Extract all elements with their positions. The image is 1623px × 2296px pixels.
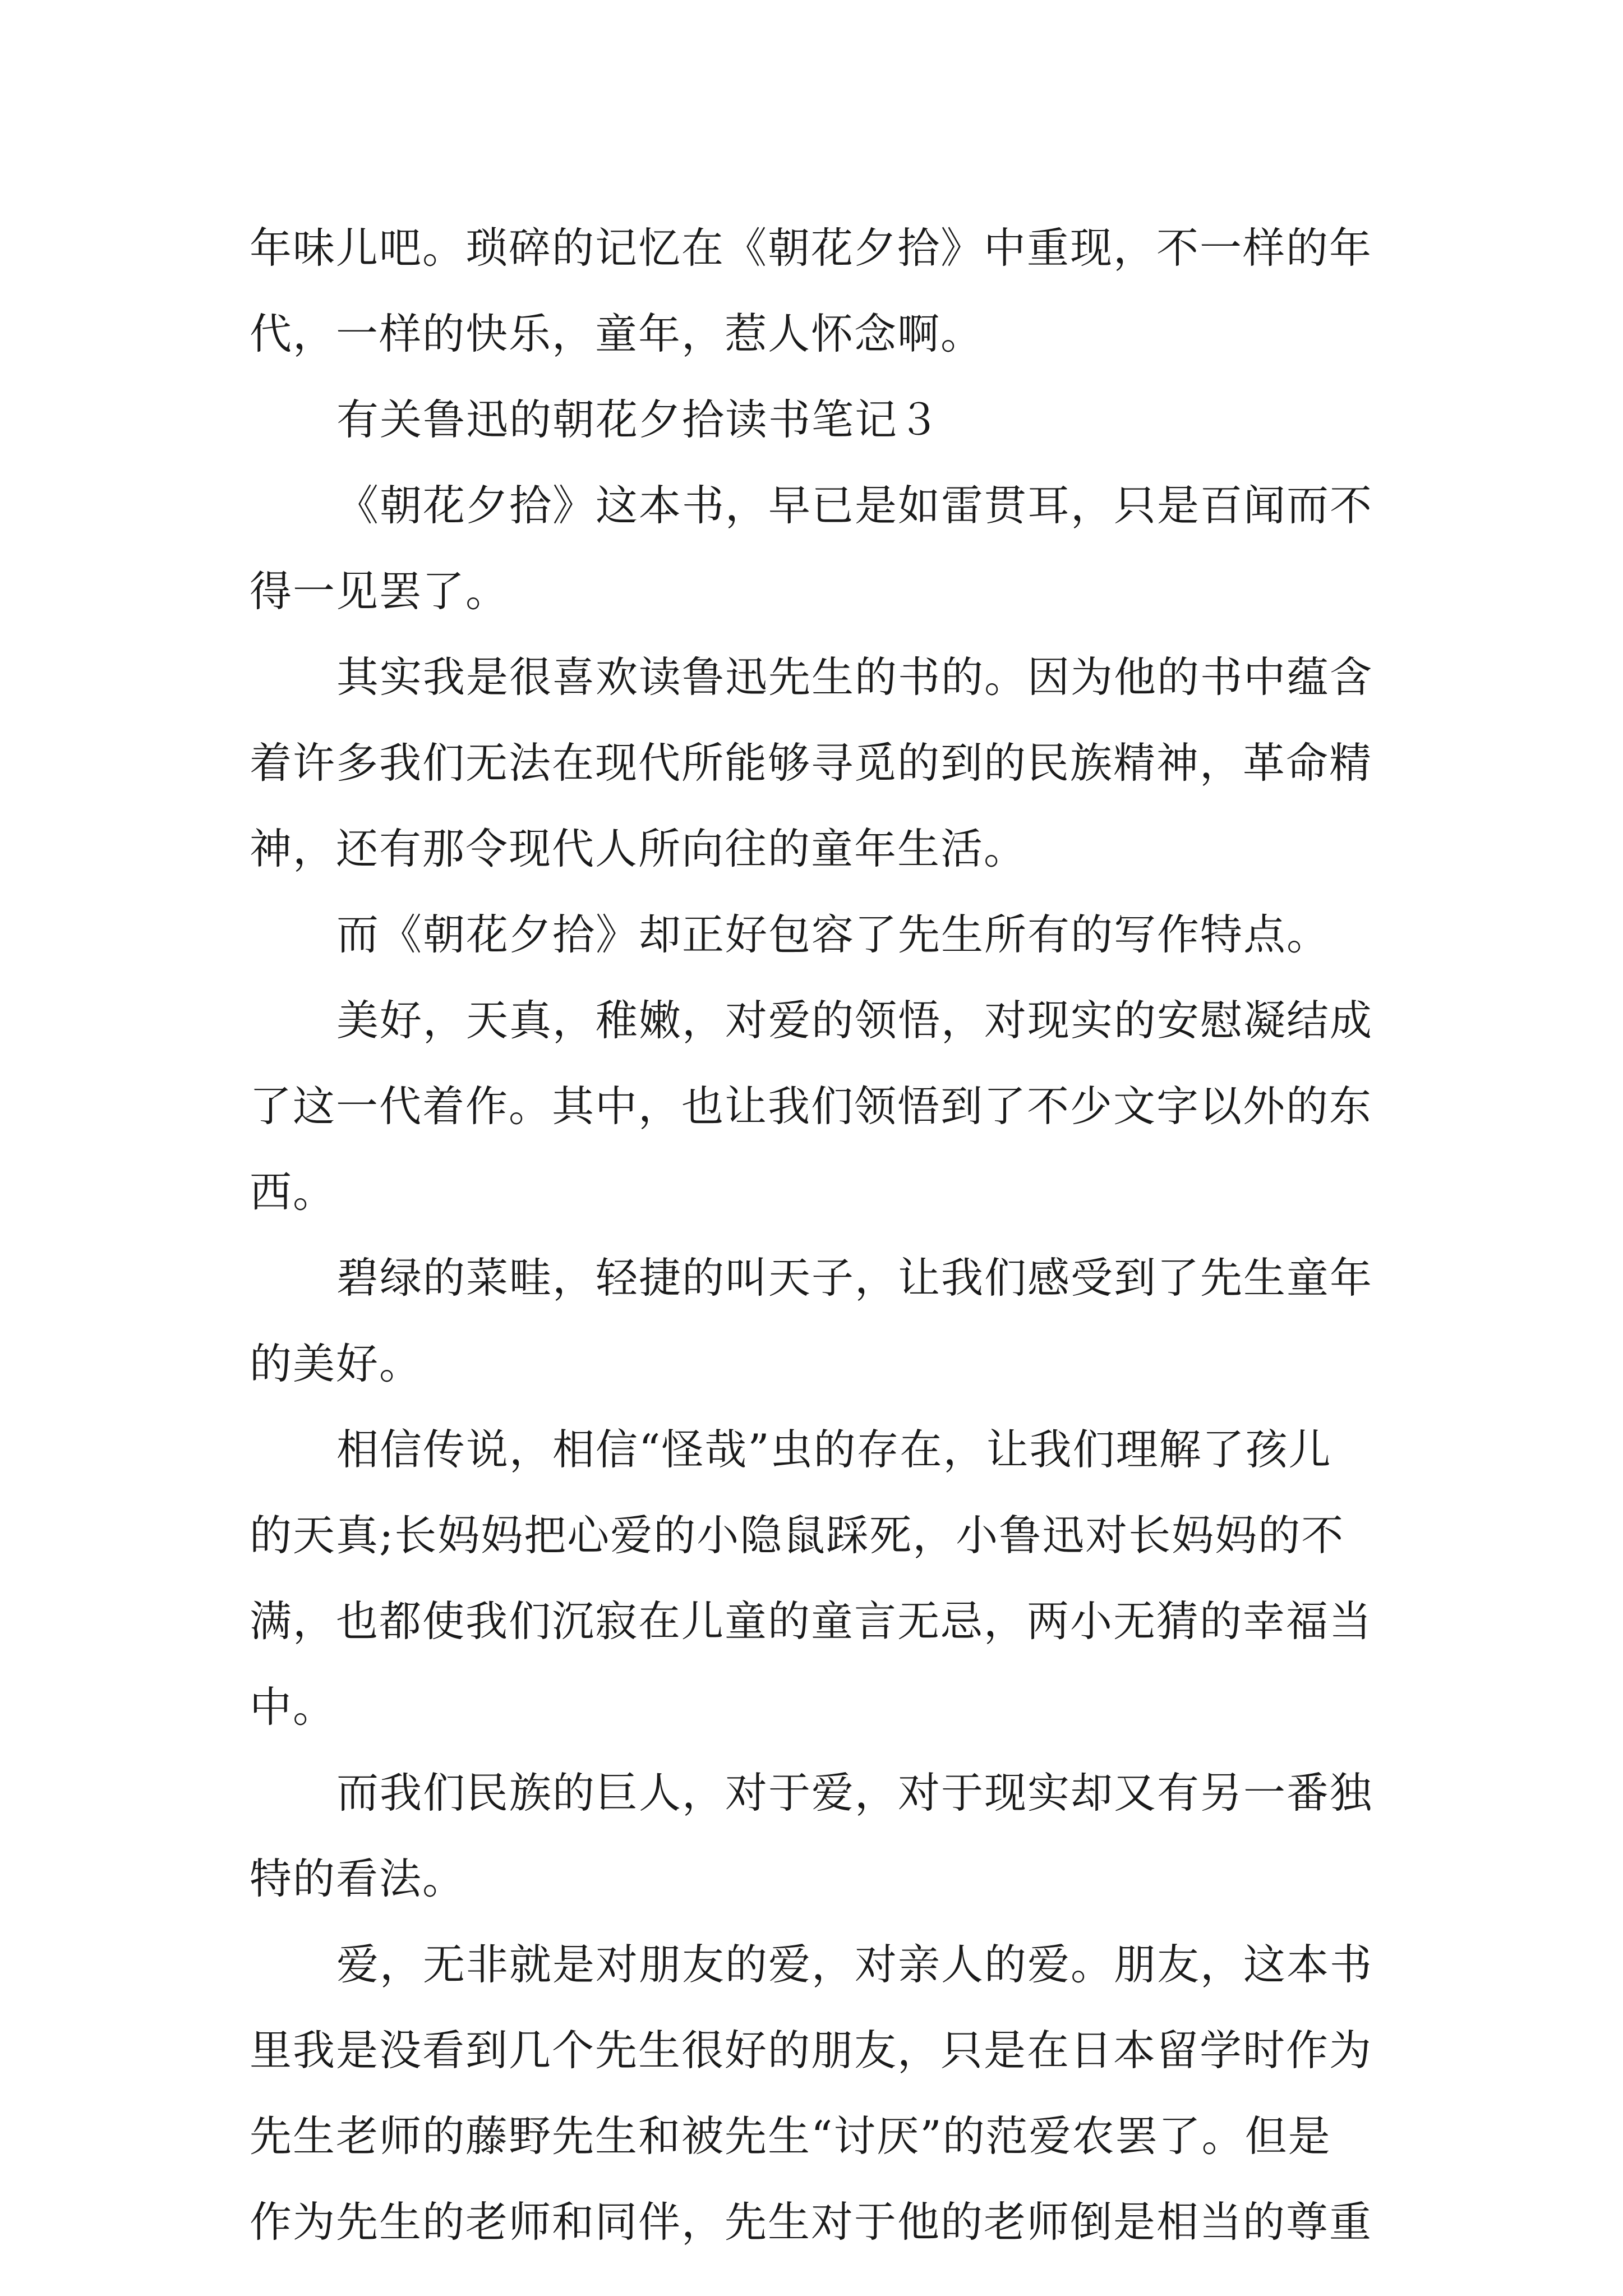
text-line: 先生老师的藤野先生和被先生“讨厌”的范爱农罢了。但是 [250,2111,1331,2161]
section-heading: 有关鲁迅的朝花夕拾读书笔记３ [336,395,942,444]
text-line: 满，也都使我们沉寂在儿童的童言无忌，两小无猜的幸福当 [250,1596,1373,1646]
text-line: 的天真;长妈妈把心爱的小隐鼠踩死，小鲁迅对长妈妈的不 [250,1511,1345,1560]
text-line: 了这一代着作。其中，也让我们领悟到了不少文字以外的东 [250,1082,1373,1131]
text-line: 里我是没看到几个先生很好的朋友，只是在日本留学时作为 [250,2026,1373,2075]
text-line: 其实我是很喜欢读鲁迅先生的书的。因为他的书中蕴含 [336,652,1373,702]
text-line: 年味儿吧。琐碎的记忆在《朝花夕拾》中重现，不一样的年 [250,223,1373,273]
text-line: 神，还有那令现代人所向往的童年生活。 [250,824,1027,873]
text-line: 相信传说，相信“怪哉”虫的存在，让我们理解了孩儿 [336,1425,1332,1474]
text-line: 作为先生的老师和同伴，先生对于他的老师倒是相当的尊重 [250,2197,1373,2247]
text-line: 碧绿的菜畦，轻捷的叫天子，让我们感受到了先生童年 [336,1253,1373,1303]
text-line: 而我们民族的巨人，对于爱，对于现实却又有另一番独 [336,1768,1373,1818]
text-line: 西。 [250,1167,336,1217]
text-line: 美好，天真，稚嫩，对爱的领悟，对现实的安慰凝结成 [336,996,1373,1045]
text-line: 着许多我们无法在现代所能够寻觅的到的民族精神，革命精 [250,738,1373,788]
text-line: 而《朝花夕拾》却正好包容了先生所有的写作特点。 [336,910,1330,959]
text-line: 代，一样的快乐，童年，惹人怀念啊。 [250,309,984,358]
text-line: 《朝花夕拾》这本书，早已是如雷贯耳，只是百闻而不 [336,481,1373,530]
text-line: 中。 [250,1682,336,1732]
text-line: 爱，无非就是对朋友的爱，对亲人的爱。朋友，这本书 [336,1940,1373,1989]
text-line: 的美好。 [250,1339,423,1388]
text-line: 得一见罢了。 [250,567,509,616]
text-line: 特的看法。 [250,1854,466,1903]
